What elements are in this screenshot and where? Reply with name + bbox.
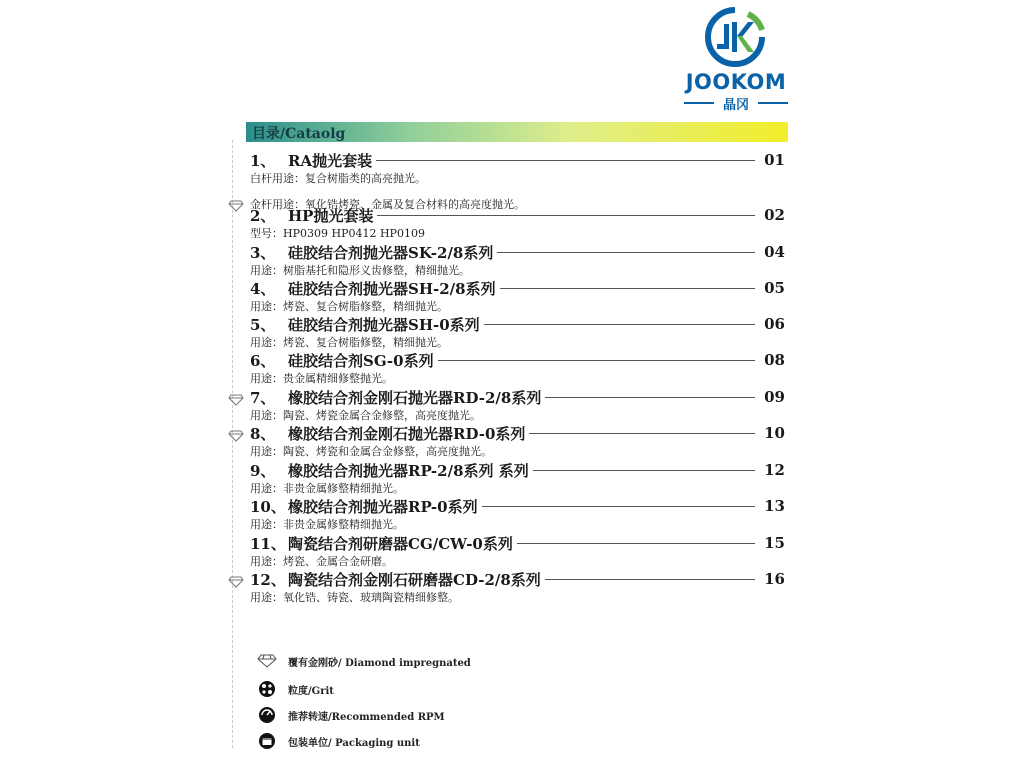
rpm-icon [256, 706, 278, 724]
toc-entry-number: 1、 [250, 151, 276, 170]
legend-label: 覆有金刚砂/ Diamond impregnated [288, 657, 471, 669]
toc-entry[interactable] [250, 387, 795, 423]
toc-leader-line [497, 252, 755, 253]
toc-entry-number: 4、 [250, 279, 276, 298]
toc-entry-title: HP抛光套装 [288, 206, 374, 225]
toc-entry[interactable] [250, 533, 795, 569]
toc-leader-line [545, 579, 755, 580]
toc-entry-title: 硅胶结合剂SG-0系列 [288, 351, 434, 370]
toc-entry-number: 5、 [250, 315, 276, 334]
toc-entry[interactable] [250, 278, 795, 314]
toc-leader-line [500, 288, 755, 289]
legend-label: 推荐转速/Recommended RPM [288, 711, 445, 723]
toc-entry-number: 8、 [250, 424, 276, 443]
brand-cn-row [680, 94, 792, 113]
toc-leader-line [517, 543, 755, 544]
toc-entry-page: 06 [764, 315, 785, 333]
toc-entry-description: 用途：贵金属精细修整抛光。 [250, 372, 393, 385]
toc-entry-description: 用途：非贵金属修整精细抛光。 [250, 482, 404, 495]
toc-leader-line [438, 360, 755, 361]
toc-entry-description: 白杆用途：复合树脂类的高亮抛光。 [250, 172, 426, 185]
catalog-header-bar [246, 122, 788, 142]
toc-entry[interactable] [250, 205, 795, 241]
toc-entry-title-row [250, 533, 785, 553]
toc-entry-title-row [250, 496, 785, 516]
legend-item-rpm [256, 704, 445, 726]
toc-entry-description: 用途：陶瓷、烤瓷和金属合金修整，高亮度抛光。 [250, 445, 492, 458]
toc-entry-page: 16 [764, 570, 785, 588]
grit-icon [256, 680, 278, 698]
toc-entry[interactable] [250, 460, 795, 496]
catalog-title: 目录/Cataolg [252, 126, 346, 142]
toc-leader-line [482, 506, 755, 507]
toc-entry-page: 12 [764, 461, 785, 479]
toc-entry-number: 3、 [250, 243, 276, 262]
toc-entry[interactable] [250, 314, 795, 350]
toc-entry-description: 用途：烤瓷、复合树脂修整，精细抛光。 [250, 300, 448, 313]
toc-entry-page: 01 [764, 151, 785, 169]
toc-entry[interactable] [250, 569, 795, 605]
toc-entry-title: 硅胶结合剂抛光器SH-2/8系列 [288, 279, 496, 298]
diamond-icon [228, 391, 244, 403]
toc-entry-description: 型号：HP0309 HP0412 HP0109 [250, 227, 425, 240]
toc-entry-number: 10、 [250, 497, 286, 516]
toc-entry-description: 用途：陶瓷、烤瓷金属合金修整，高亮度抛光。 [250, 409, 481, 422]
jookom-logo-icon [704, 6, 766, 68]
toc-entry-title-row [250, 350, 785, 370]
toc-entry-title: 陶瓷结合剂研磨器CG/CW-0系列 [288, 534, 513, 553]
toc-entry-title: RA抛光套装 [288, 151, 373, 170]
brand-rule-right [758, 102, 788, 104]
toc-entry-description: 用途：氧化锆、铸瓷、玻璃陶瓷精细修整。 [250, 591, 459, 604]
toc-entry-number: 9、 [250, 461, 276, 480]
toc-entry[interactable] [250, 496, 795, 532]
legend-item-diamond [256, 650, 471, 672]
legend-item-grit [256, 678, 334, 700]
diamond-icon [256, 652, 278, 670]
toc-entry-page: 09 [764, 388, 785, 406]
toc-entry-number: 6、 [250, 351, 276, 370]
toc-entry-title-row [250, 278, 785, 298]
toc-entry-title-row [250, 423, 785, 443]
diamond-icon [228, 427, 244, 439]
toc-entry-number: 7、 [250, 388, 276, 407]
toc-entry[interactable] [250, 423, 795, 459]
diamond-icon [228, 197, 244, 209]
toc-entry-title-row [250, 150, 785, 170]
toc-entry-title: 陶瓷结合剂金刚石研磨器CD-2/8系列 [288, 570, 541, 589]
margin-guide [232, 140, 234, 748]
diamond-icon [228, 573, 244, 585]
toc-entry-number: 12、 [250, 570, 286, 589]
toc-entry-description: 用途：烤瓷、复合树脂修整，精细抛光。 [250, 336, 448, 349]
toc-entry-description: 用途：非贵金属修整精细抛光。 [250, 518, 404, 531]
toc-entry[interactable] [250, 350, 795, 386]
toc-entry-page: 15 [764, 534, 785, 552]
toc-leader-line [533, 470, 755, 471]
toc-entry-title: 硅胶结合剂抛光器SH-0系列 [288, 315, 480, 334]
brand-name: JOOKOM [685, 70, 787, 94]
toc-entry-title: 橡胶结合剂抛光器RP-0系列 [288, 497, 478, 516]
toc-leader-line [545, 397, 755, 398]
toc-entry-title-row [250, 205, 785, 225]
toc-entry-title-row [250, 242, 785, 262]
toc-entry-description: 用途：烤瓷、金属合金研磨。 [250, 555, 393, 568]
toc-entry-title: 橡胶结合剂抛光器RP-2/8系列 系列 [288, 461, 529, 480]
toc-entry-title: 橡胶结合剂金刚石抛光器RD-2/8系列 [288, 388, 542, 407]
toc-entry-page: 04 [764, 243, 785, 261]
toc-entry-page: 02 [764, 206, 785, 224]
toc-leader-line [376, 160, 755, 161]
toc-entry-page: 05 [764, 279, 785, 297]
package-icon [256, 732, 278, 750]
toc-entry-title-row [250, 569, 785, 589]
toc-entry-number: 2、 [250, 206, 276, 225]
toc-entry-title: 橡胶结合剂金刚石抛光器RD-0系列 [288, 424, 526, 443]
toc-leader-line [529, 433, 755, 434]
toc-entry[interactable] [250, 242, 795, 278]
toc-leader-line [484, 324, 755, 325]
legend-item-package [256, 730, 420, 752]
toc-entry-title-row [250, 387, 785, 407]
toc-entry-title-row [250, 460, 785, 480]
toc-entry-description: 金杆用途：氧化锆烤瓷、金属及复合材料的高亮度抛光。 [250, 198, 525, 211]
brand-logo [680, 6, 792, 113]
toc-entry-page: 10 [764, 424, 785, 442]
toc-entry-number: 11、 [250, 534, 286, 553]
toc-entry-title: 硅胶结合剂抛光器SK-2/8系列 [288, 243, 494, 262]
toc-leader-line [377, 215, 755, 216]
brand-cn-name: 晶冈 [722, 98, 749, 113]
toc-entry-title-row [250, 314, 785, 334]
legend-label: 粒度/Grit [288, 685, 334, 697]
toc-entry-page: 13 [764, 497, 785, 515]
legend [256, 650, 616, 756]
toc-entry-page: 08 [764, 351, 785, 369]
legend-label: 包装单位/ Packaging unit [288, 737, 420, 749]
toc-entry[interactable] [250, 168, 795, 211]
toc-entry-description: 用途：树脂基托和隐形义齿修整，精细抛光。 [250, 264, 470, 277]
